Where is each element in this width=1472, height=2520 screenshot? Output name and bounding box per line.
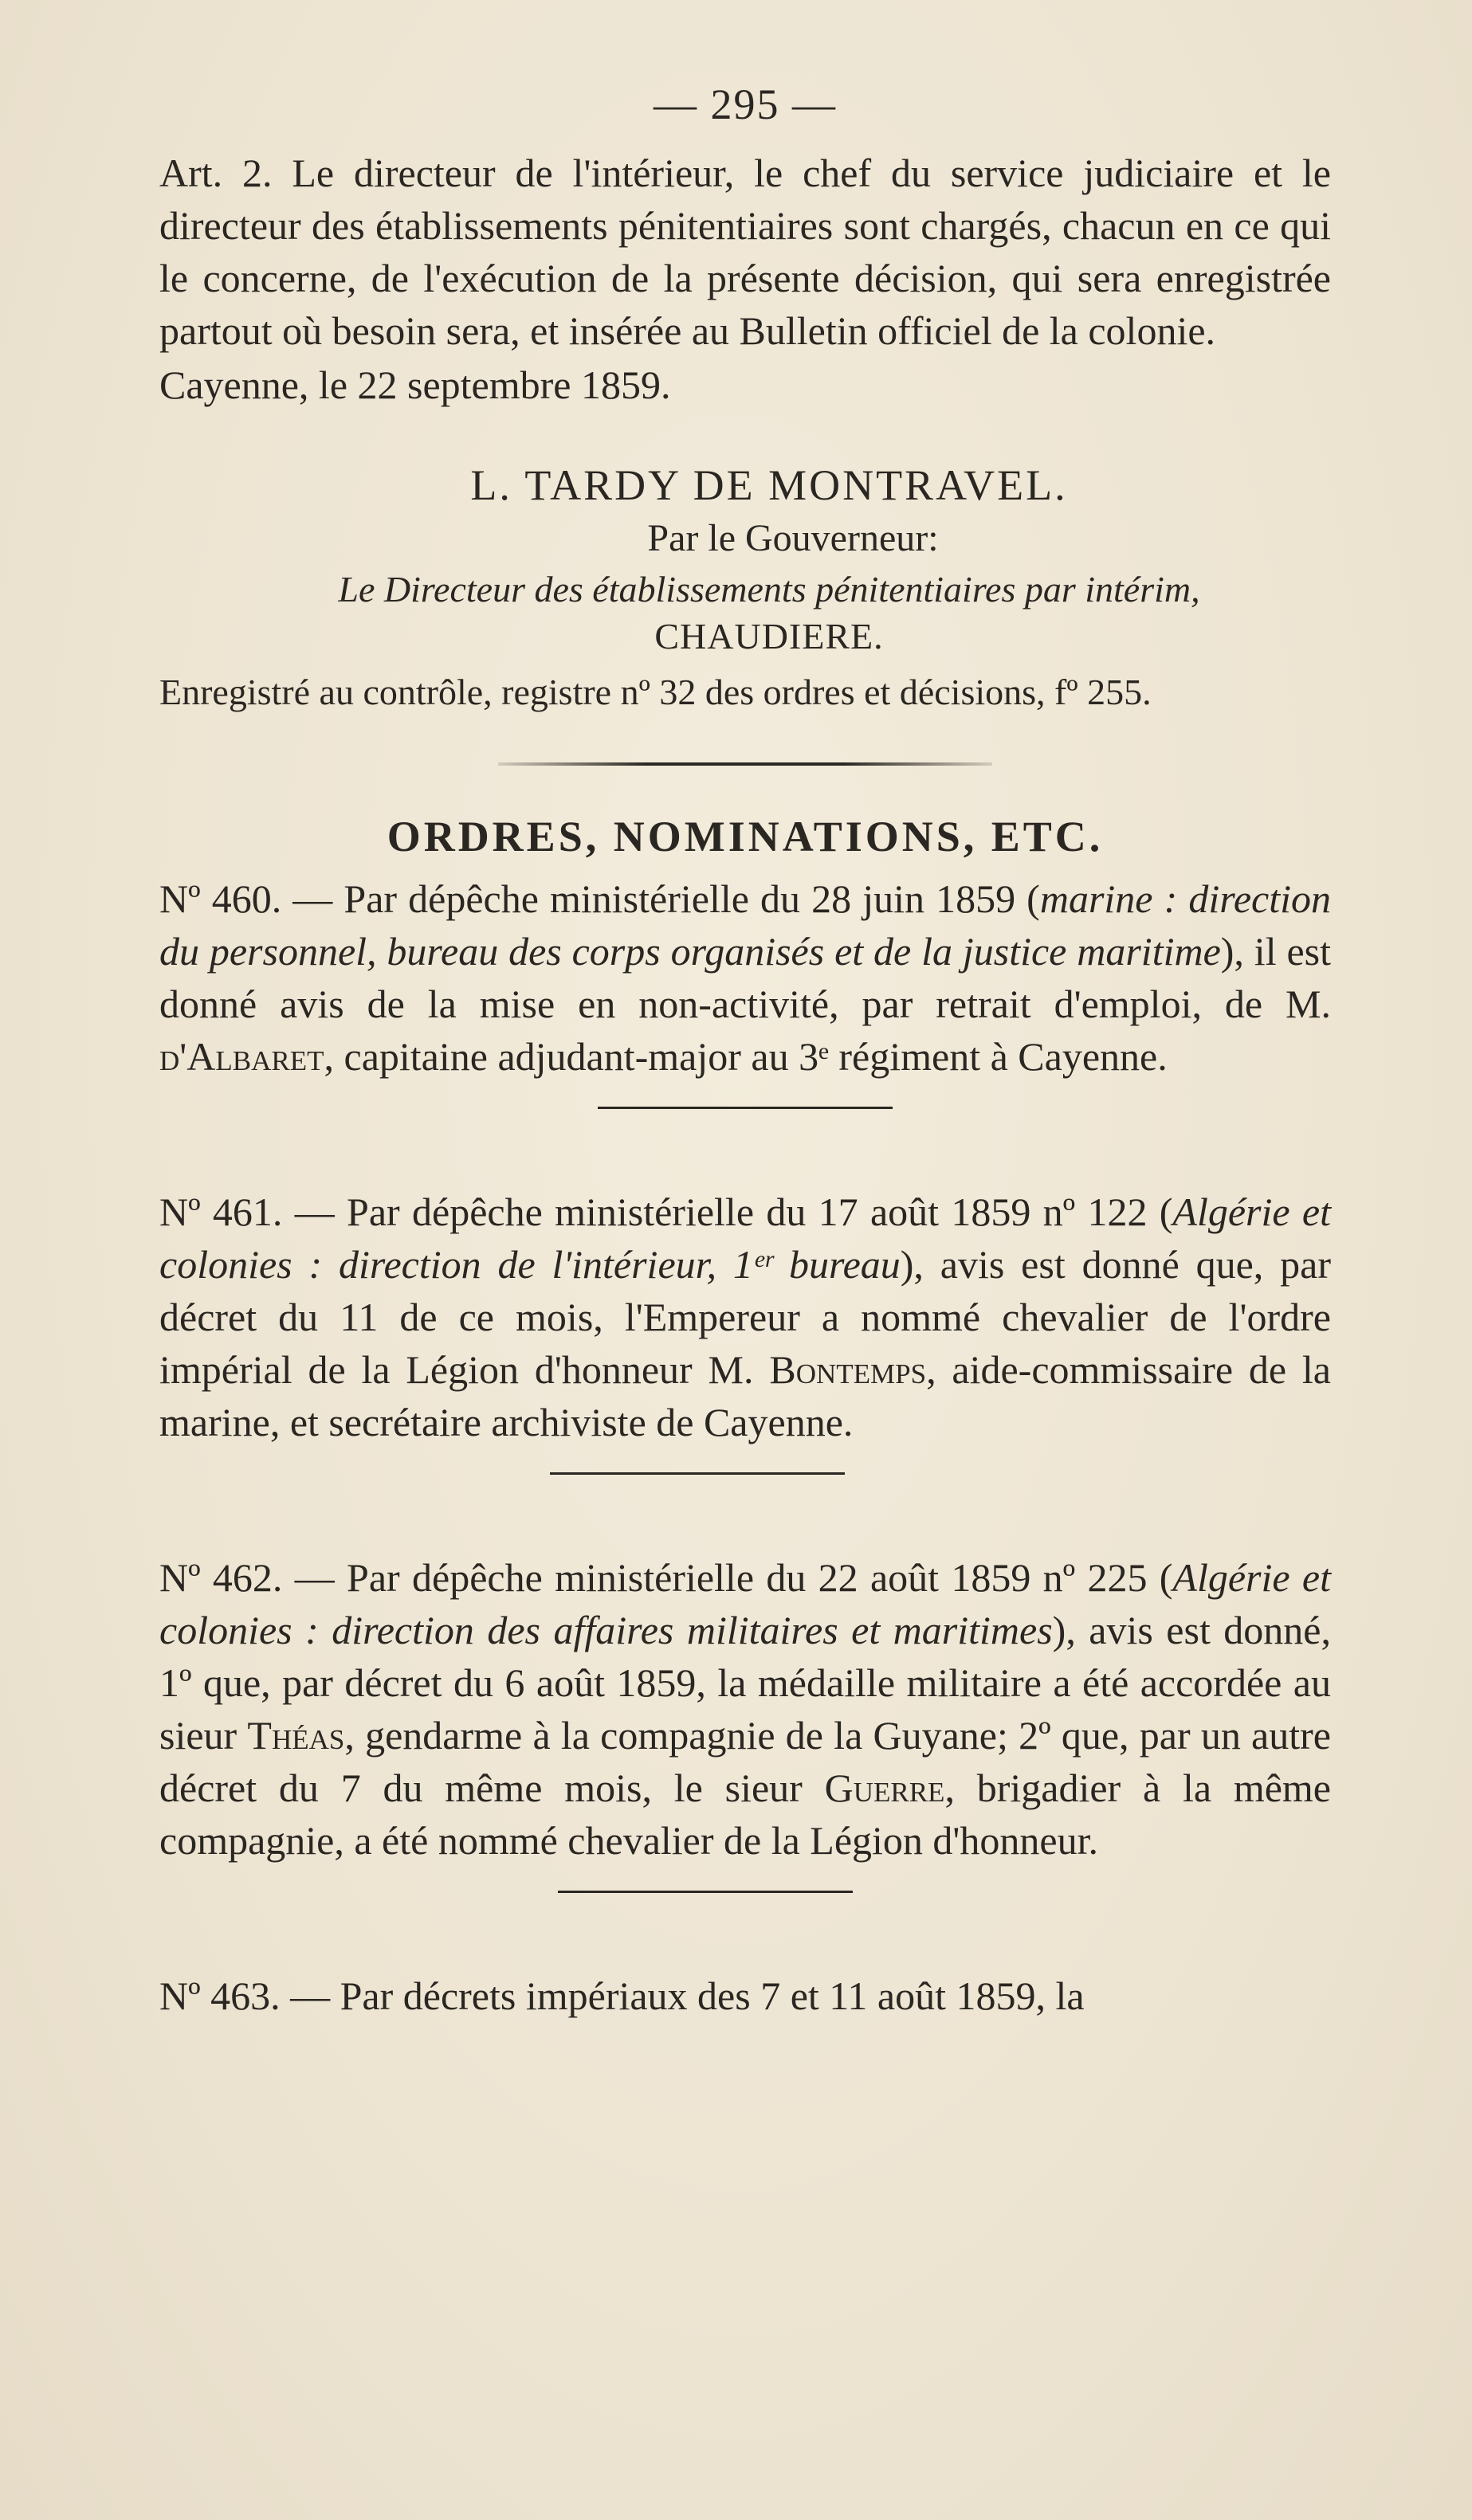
entry-divider — [558, 1891, 853, 1893]
entry-460-lead: Nº 460. — Par dépêche ministérielle du 28 juin 1859 ( — [159, 876, 1040, 921]
entry-462-name2: Guerre — [824, 1766, 945, 1810]
entry-460-mid: ), il est donné avis de la mise en non-activité, par retrait d'emploi, de M. — [159, 929, 1331, 1026]
entry-460-tail: , capitaine adjudant-major au 3ᵉ régiment à Cayenne. — [324, 1034, 1168, 1079]
entry-462-lead: Nº 462. — Par dépêche ministérielle du 22 août 1859 nº 225 ( — [159, 1555, 1173, 1600]
entry-463: Nº 463. — Par décrets impériaux des 7 et 11 août 1859, la — [159, 1973, 1085, 2018]
entry-460 — [159, 872, 1331, 1083]
entry-460-name: d'Albaret — [159, 1034, 324, 1079]
section-heading: ORDRES, NOMINATIONS, ETC. — [387, 813, 1104, 860]
entry-divider — [550, 1472, 845, 1475]
article-date: Cayenne, le 22 septembre 1859. — [159, 363, 671, 407]
section-divider — [498, 762, 992, 766]
entry-461 — [159, 1186, 1331, 1448]
entry-divider — [598, 1107, 893, 1109]
article-paragraph: Art. 2. Le directeur de l'intérieur, le chef du service judiciaire et le directeur des établissements pénitentiaires sont chargés, chacun en ce qui le concerne, de l'exécution de la présente décision, qui sera enregistrée partout où besoin sera, et insérée au Bulletin officiel de la colonie. — [159, 151, 1331, 353]
registry-note: Enregistré au contrôle, registre nº 32 des ordres et décisions, fº 255. — [159, 672, 1152, 712]
entry-461-name: Bontemps — [769, 1347, 927, 1392]
entry-461-mid: ), avis est donné que, par décret du 11 de ce mois, l'Empereur a nommé chevalier de l'ordre impérial de la Légion d'honneur M. — [159, 1242, 1331, 1392]
entry-462-italic: Algérie et colonies : direction des affaires militaires et maritimes — [159, 1555, 1331, 1652]
entry-460-italic: marine : direction du personnel, bureau des corps organisés et de la justice maritime — [159, 876, 1331, 974]
entry-462-name: Théas — [247, 1713, 345, 1758]
director-title: Le Directeur des établissements pénitentiaires par intérim, — [338, 569, 1200, 609]
governor-signature: L. TARDY DE MONTRAVEL. — [470, 461, 1068, 509]
entry-461-italic: Algérie et colonies : direction de l'intérieur, 1ᵉʳ bureau — [159, 1189, 1331, 1287]
entry-462-tail: , brigadier à la même compagnie, a été nommé chevalier de la Légion d'honneur. — [159, 1766, 1331, 1863]
par-le-gouverneur: Par le Gouverneur: — [647, 517, 939, 559]
entry-462 — [159, 1551, 1331, 1867]
document-page — [159, 80, 1331, 2022]
entry-462-mid2: , gendarme à la compagnie de la Guyane; 2º que, par un autre décret du 7 du même mois, le sieur — [159, 1713, 1331, 1810]
director-name: CHAUDIERE. — [654, 616, 884, 656]
entry-462-mid: ), avis est donné, 1º que, par décret du 6 août 1859, la médaille militaire a été accordée au sieur — [159, 1608, 1331, 1758]
page-number: — 295 — — [654, 80, 837, 128]
entry-461-tail: , aide-commissaire de la marine, et secrétaire archiviste de Cayenne. — [159, 1347, 1331, 1444]
entry-461-lead: Nº 461. — Par dépêche ministérielle du 17 août 1859 nº 122 ( — [159, 1189, 1173, 1234]
